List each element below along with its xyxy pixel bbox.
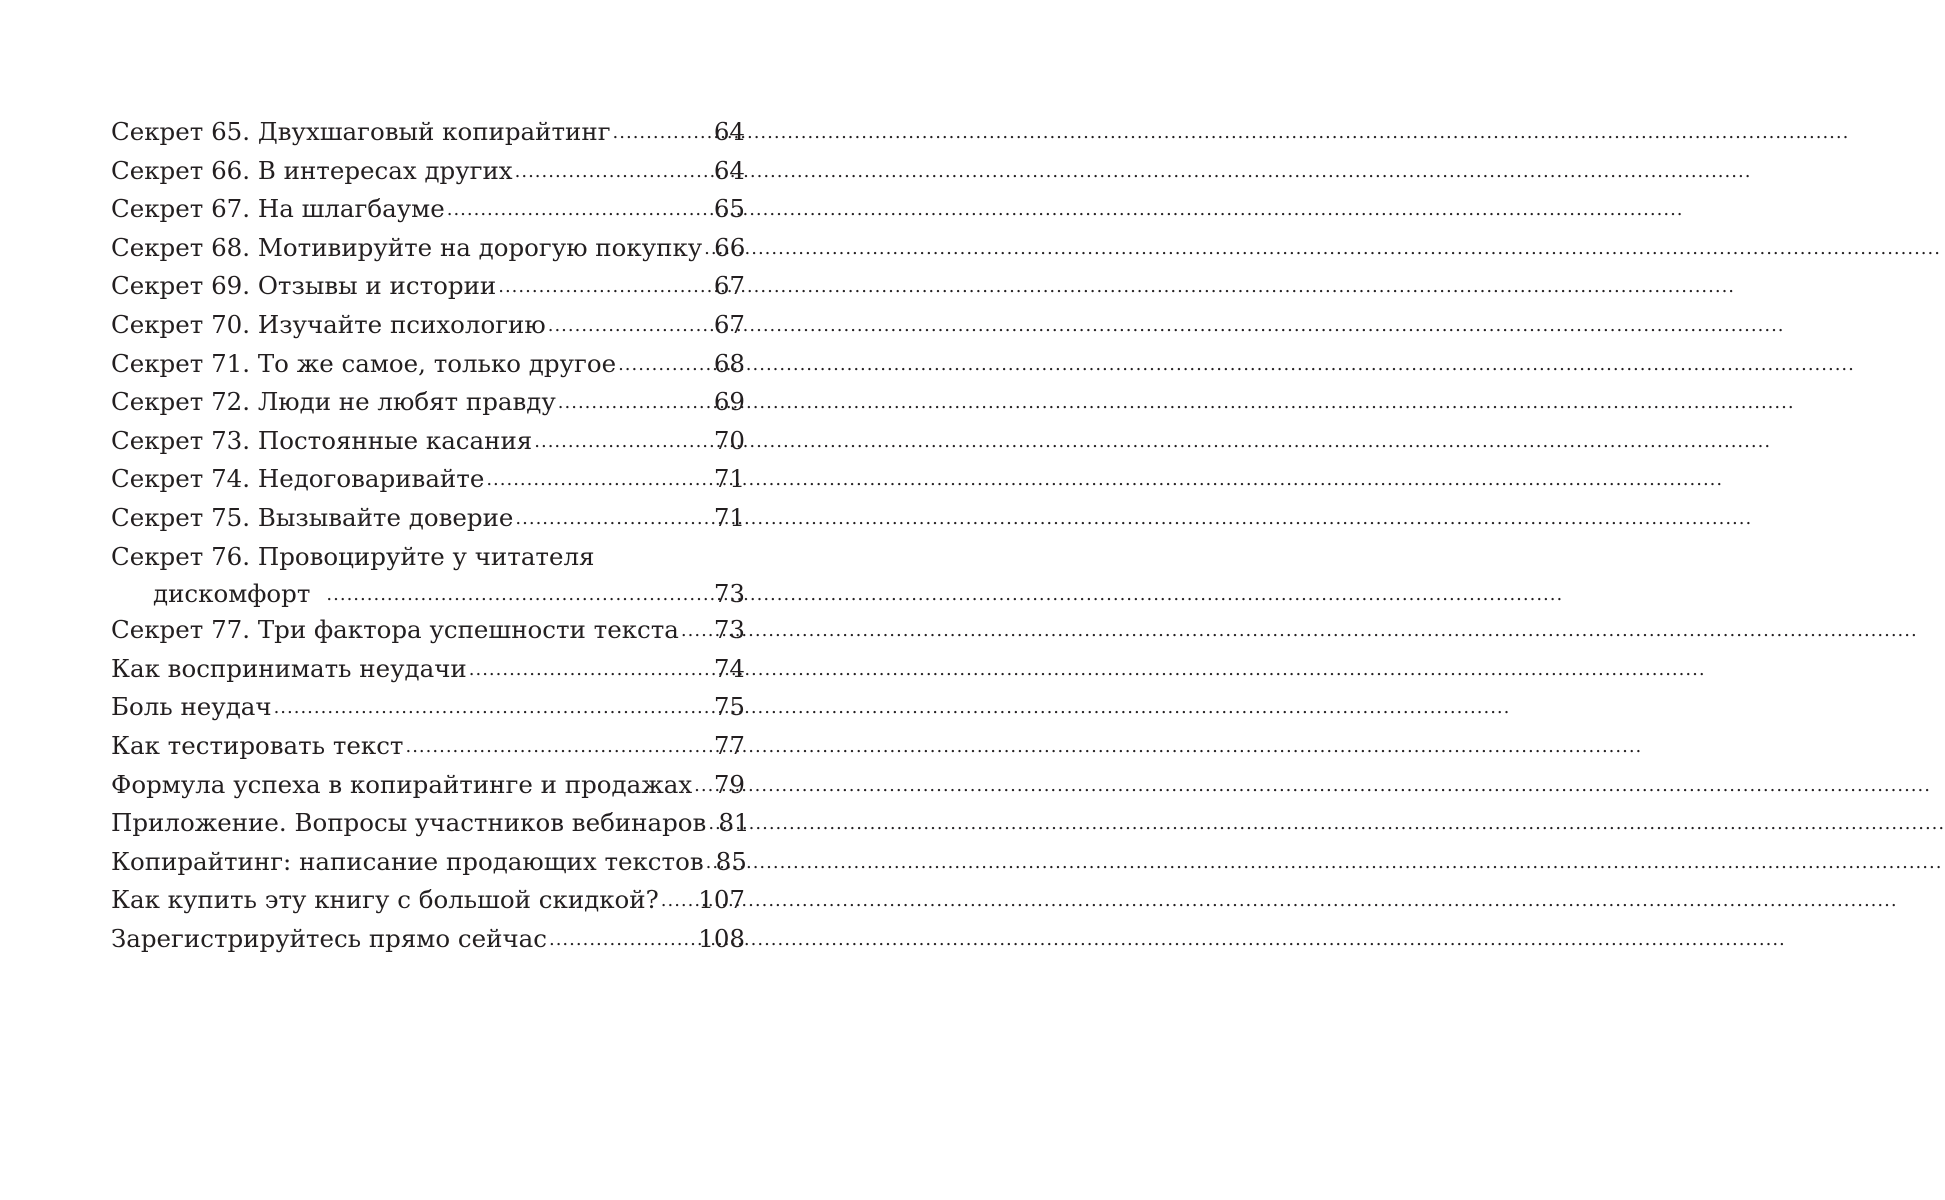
toc-entry-title: Секрет 71. То же самое, только другое [111,348,617,378]
toc-entry[interactable] [111,229,745,268]
toc-entry-page: 75 [713,692,745,722]
dot-leader [704,227,712,269]
dot-leader [498,265,712,307]
dot-leader [447,188,712,230]
dot-leader [613,111,712,153]
toc-entry-title: Секрет 74. Недоговаривайте [111,464,485,494]
toc-entry-title: Секрет 72. Люди не любят правду [111,387,556,417]
toc-entry[interactable] [111,345,745,384]
toc-entry-title: Копирайтинг: написание продающих текстов [111,846,704,876]
toc-entry[interactable] [111,650,745,689]
dot-leader [661,879,696,921]
dot-leader [515,150,712,192]
toc-entry-title: Секрет 66. В интересах других [111,155,513,185]
toc-entry-page: 77 [713,730,745,760]
dot-leader [534,420,712,462]
toc-entry-page: 107 [698,885,745,915]
toc-entry-title: Секрет 70. Изучайте психологию [111,309,546,339]
toc-entry-page: 74 [713,653,745,683]
toc-entry[interactable] [111,152,745,191]
toc-entry-multiline[interactable] [111,538,745,612]
toc-entry-page: 70 [713,425,745,455]
toc-entry-page: 81 [718,808,750,838]
toc-entry[interactable] [111,422,745,461]
toc-entry-page: 64 [713,155,745,185]
toc-entry-title: Формула успеха в копирайтинге и продажах [111,769,693,799]
toc-entry[interactable] [111,804,750,843]
toc-entry-title: Как воспринимать неудачи [111,653,467,683]
dot-leader [558,381,712,423]
toc-entry-title: Зарегистрируйтесь прямо сейчас [111,923,547,953]
toc-entry-title-line2: дискомфорт [153,579,311,609]
toc-entry-title: Секрет 65. Двухшаговый копирайтинг [111,117,611,146]
toc-entry-page: 64 [713,117,745,146]
toc-entry-page: 71 [713,464,745,494]
toc-entry-page: 85 [715,846,747,876]
dot-leader [694,764,712,806]
toc-entry-title: Секрет 68. Мотивируйте на дорогую покупку [111,232,703,262]
dot-leader [326,574,711,612]
toc-entry-title: Секрет 67. На шлагбауме [111,194,445,224]
toc-entry-page: 73 [713,615,745,645]
toc-entry[interactable] [111,611,745,650]
toc-entry-page: 108 [698,923,745,953]
table-of-contents [111,113,750,958]
toc-entry-title: Секрет 73. Постоянные касания [111,425,533,455]
toc-entry[interactable] [111,113,745,152]
toc-entry-title: Боль неудач [111,692,272,722]
toc-entry-page: 67 [713,309,745,339]
dot-leader [708,802,716,844]
dot-leader [469,648,712,690]
toc-entry-page: 73 [713,579,745,609]
toc-entry-title: Как купить эту книгу с большой скидкой? [111,885,659,915]
dot-leader [681,609,712,651]
toc-entry-title: Секрет 77. Три фактора успешности текста [111,615,679,645]
toc-entry-page: 66 [714,232,746,262]
dot-leader [548,304,712,346]
toc-entry-page: 69 [713,387,745,417]
toc-entry[interactable] [111,727,745,766]
dot-leader [706,841,714,883]
dot-leader [486,458,711,500]
toc-entry[interactable] [111,920,745,959]
toc-entry-title: Как тестировать текст [111,730,404,760]
toc-entry-page: 67 [713,271,745,301]
dot-leader [515,497,711,539]
toc-entry-title: Секрет 75. Вызывайте доверие [111,502,514,532]
dot-leader [549,918,696,960]
toc-entry[interactable] [111,843,745,882]
toc-entry-page: 71 [713,502,745,532]
dot-leader [618,343,712,385]
toc-entry[interactable] [111,306,745,345]
toc-entry-title: Приложение. Вопросы участников вебинаров [111,808,707,838]
toc-entry[interactable] [111,499,745,538]
toc-entry[interactable] [111,688,745,727]
toc-entry-page: 65 [713,194,745,224]
toc-entry-title-line1: Секрет 76. Провоцируйте у читателя [111,541,595,571]
toc-entry-page: 79 [713,769,745,799]
toc-entry[interactable] [111,766,745,805]
toc-entry[interactable] [111,460,745,499]
toc-entry[interactable] [111,881,745,920]
toc-entry[interactable] [111,383,745,422]
toc-entry[interactable] [111,190,745,229]
toc-entry-page: 68 [713,348,745,378]
toc-entry-title: Секрет 69. Отзывы и истории [111,271,497,301]
dot-leader [274,686,712,728]
toc-entry[interactable] [111,267,745,306]
dot-leader [405,725,711,767]
